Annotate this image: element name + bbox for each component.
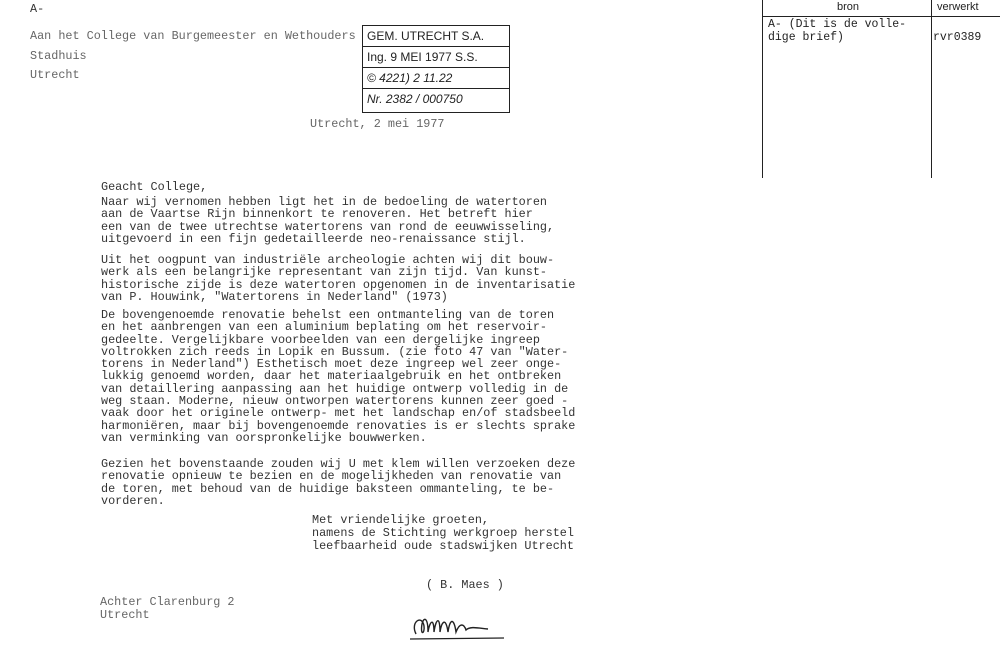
paragraph-2 — [101, 254, 575, 303]
text-line: van P. Houwink, "Watertorens in Nederland" (1973) — [101, 289, 448, 304]
bron-line: A- (Dit is de volle- — [768, 18, 907, 31]
receipt-stamp — [362, 25, 510, 113]
recipient-line: Utrecht — [30, 68, 80, 82]
text-line: renovatie opnieuw te bezien en de mogelijkheden van renovatie van — [101, 469, 562, 484]
paragraph-3 — [101, 309, 575, 444]
text-line: de toren, met behoud van de huidige baksteen ommanteling, te be- — [101, 481, 555, 496]
text-line: historische zijde is deze watertoren opgenomen in de inventarisatie — [101, 277, 576, 292]
handwritten-signature — [408, 612, 508, 647]
text-line: Naar wij vernomen hebben ligt het in de bedoeling de watertoren — [101, 195, 547, 209]
text-line: en het aanbrengen van een aluminium beplating om het reservoir- — [101, 320, 547, 335]
text-line: harmoniëren, maar bij bovengenoemde renovaties is er slechts sprake — [101, 418, 576, 433]
recipient-address — [30, 27, 356, 86]
archive-reference-table — [762, 0, 1000, 178]
address-line: Utrecht — [100, 608, 150, 622]
bron-line: dige brief) — [768, 30, 844, 44]
text-line: van verminking van oorspronkelijke bouwwerken. — [101, 430, 427, 445]
closing-line: Met vriendelijke groeten, — [312, 513, 489, 527]
text-line: torens in Nederland") Esthetisch moet deze ingreep wel zeer onge- — [101, 357, 562, 372]
text-line: lukkig genoemd worden, daar het materiaalgebruik en het ontbreken — [101, 369, 562, 384]
stamp-row: © 4221) 2 11.22 — [363, 68, 509, 89]
recipient-line: Stadhuis — [30, 48, 87, 63]
stamp-row: GEM. UTRECHT S.A. — [363, 26, 509, 47]
paragraph-1 — [101, 196, 554, 245]
text-line: De bovengenoemde renovatie behelst een ontmanteling van de toren — [101, 308, 555, 322]
letter-date: Utrecht, 2 mei 1977 — [310, 117, 445, 131]
address-line: Achter Clarenburg 2 — [100, 595, 235, 609]
text-line: Gezien het bovenstaande zouden wij U met klem willen verzoeken deze — [101, 457, 576, 471]
stamp-row: Nr. 2382 / 000750 — [367, 92, 463, 106]
text-line: aan de Vaartse Rijn binnenkort te renoveren. Het betreft hier — [101, 207, 533, 222]
salutation: Geacht College, — [101, 180, 208, 194]
text-line: uitgevoerd in een fijn gedetailleerde neo-renaissance stijl. — [101, 231, 526, 246]
verwerkt-cell: rvr0389 — [933, 31, 982, 44]
text-line: Uit het oogpunt van industriële archeologie achten wij dit bouw- — [101, 253, 555, 267]
text-line: van detaillering aanpassing aan het huidige ontwerp volledig in de — [101, 381, 569, 396]
text-line: vaak door het originele ontwerp- met het landschap en/of stadsbeeld — [101, 406, 576, 421]
text-line: gedeelte. Vergelijkbare voorbeelden van een dergelijke ingreep — [101, 332, 540, 347]
text-line: vorderen. — [101, 493, 165, 508]
bron-cell — [768, 19, 906, 44]
closing — [312, 514, 574, 553]
closing-line: namens de Stichting werkgroep herstel — [312, 526, 574, 540]
document-code: A- — [30, 2, 45, 16]
closing-line: leefbaarheid oude stadswijken Utrecht — [312, 539, 574, 553]
text-line: een van de twee utrechtse watertorens van rond de eeuwwisseling, — [101, 219, 555, 234]
text-line: werk als een belangrijke representant van zijn tijd. Van kunst- — [101, 265, 547, 280]
signatory-name: ( B. Maes ) — [426, 578, 504, 592]
sender-address — [100, 596, 235, 622]
paragraph-4 — [101, 458, 575, 507]
stamp-row: Ing. 9 MEI 1977 S.S. — [363, 47, 509, 68]
header-verwerkt: verwerkt — [937, 1, 979, 13]
column-divider — [931, 0, 932, 178]
header-bron: bron — [837, 1, 860, 13]
recipient-line: Aan het College van Burgemeester en Wethouders — [30, 29, 356, 43]
text-line: voltrokken zich reeds in Lopik en Bussum. (zie foto 47 van "Water- — [101, 344, 569, 359]
text-line: weg staan. Moderne, nieuw ontworpen watertorens kunnen zeer goed - — [101, 394, 569, 409]
header-divider — [763, 16, 1000, 17]
